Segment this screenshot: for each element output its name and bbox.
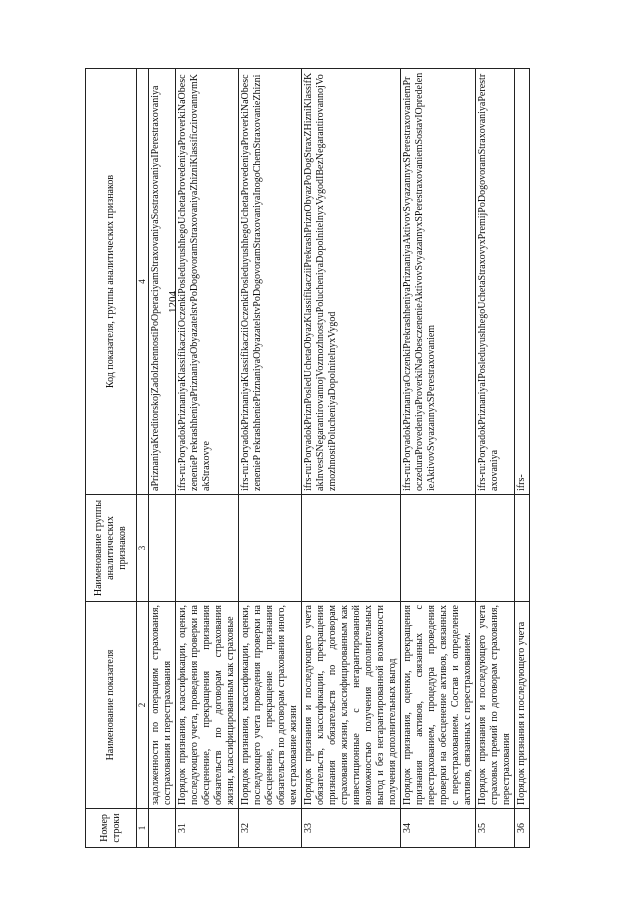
indicators-table: [85, 68, 530, 848]
group-name: [301, 495, 400, 602]
row-number: 32: [238, 809, 301, 848]
indicator-name: Порядок признания, классификации, оценки, последующего учета проведения проверки на обесценение, прекращение признания обязательств по договорам страхования иного, чем страхование жизни: [238, 602, 301, 809]
indicator-name: Порядок признания, классификации, оценки, последующего учета, проведения проверки на обесценение, прекращения признания обязательств по договорам страхования жизни, классифицированным как страховые: [175, 602, 238, 809]
row-number: 35: [475, 809, 514, 848]
row-number: 34: [400, 809, 475, 848]
group-name: [514, 495, 529, 602]
column-number-row: [137, 69, 149, 848]
column-number: 1: [137, 809, 149, 848]
table-header-row: [86, 69, 137, 848]
header-row-number: Номер строки: [86, 809, 137, 848]
indicator-code: ifrs-ru:PoryadokPriznPosledUchetaObyazKlassifikacziiPrekrashPriznObyazPoDogStraxZHizniKlassifKakInvestSNegarantirovannojVozmozhnostyuPolucheniyaDopolnitelnyxVygodIBezNegarantirovannojVozmozhnostiPolucheniyaDopolnitelnyxVygod: [301, 69, 400, 495]
indicator-code: ifrs-ru:PoryadokPriznaniyaIPosleduyushhegoUchetaStraxovyxPremijPoDogovoramStraxovaniyaPerestraxovaniya: [475, 69, 514, 495]
group-name: [175, 495, 238, 602]
column-number: 3: [137, 495, 149, 602]
indicator-name: Порядок признания и последующего учета: [514, 602, 529, 809]
table-row: [238, 69, 301, 848]
indicator-name: Порядок признания и последующего учета страховых премий по договорам страхования, перестрахования: [475, 602, 514, 809]
column-number: 4: [137, 69, 149, 495]
indicator-name: Порядок признания, оценки, прекращения признания активов, связанных с перестрахованием, процедура проведения проверки на обесценение активов, связанных с перестрахованием. Состав и определение активов, связанных с перестрахованием.: [400, 602, 475, 809]
rotated-page: [85, 68, 605, 848]
group-name: [400, 495, 475, 602]
table-row: [475, 69, 514, 848]
table-row: [400, 69, 475, 848]
group-name: [238, 495, 301, 602]
row-number: 36: [514, 809, 529, 848]
table-row: [301, 69, 400, 848]
row-number: 33: [301, 809, 400, 848]
row-number: [148, 809, 175, 848]
indicator-code: ifrs-ru:PoryadokPriznaniyaKlassifikacziiOczenkiPosleduyushhegoUchetaProvedeniyaProverkiNaObesczenenieP rekrashheniePriznaniyaObyazatelstvPoDogovoramStraxovaniyaInogoChemStraxovanieZhizni: [238, 69, 301, 495]
header-code: Код показателя, группы аналитических признаков: [86, 69, 137, 495]
header-indicator-name: Наименование показателя: [86, 602, 137, 809]
indicator-name: Порядок признания и последующего учета обязательств, классификации, прекращения признания обязательств по договорам страхования жизни, классифицированным как инвестиционные с негарантированной возможностью получения дополнительных выгод и без негарантированной возможности получения дополнительных выгод: [301, 602, 400, 809]
row-number: 31: [175, 809, 238, 848]
indicator-code: ifrs-ru:PoryadokPriznaniyaOczenkiPrekrashheniyaPriznaniyaAktivovSvyazannyxSPerestraxovaniemProczeduraProvedeniyaProverkiNaObesczenenieAktivovSvyazannyxSPerestraxovaniemSostavIOpredelenieAktivovSvyazannyxSPerestraxovaniem: [400, 69, 475, 495]
table-row: [175, 69, 238, 848]
table-row: [148, 69, 175, 848]
page-number: 1204: [167, 291, 179, 313]
group-name: [475, 495, 514, 602]
header-group-name: Наименование группы аналитических признаков: [86, 495, 137, 602]
table-row: [514, 69, 529, 848]
group-name: [148, 495, 175, 602]
indicator-code: ifrs-ru:PoryadokPriznaniyaKlassifikacziiOczenkiPosleduyushhegoUchetaProvedeniyaProverkiNaObesczenenieP rekrashheniyaPriznaniyaObyazatelstvPoDogovoramStraxovaniyaZhizniKlassificzirovannymKakStraxovye: [175, 69, 238, 495]
indicator-code: ifrs-: [514, 69, 529, 495]
indicator-name: задолженности по операциям страхования, сострахования и перестрахования: [148, 602, 175, 809]
column-number: 2: [137, 602, 149, 809]
indicator-code: aPriznaniyaKreditorskojZadolzhennostiPoOperaciyamStraxovaniyaSostraxovaniyaIPerestraxovaniya: [148, 69, 175, 495]
